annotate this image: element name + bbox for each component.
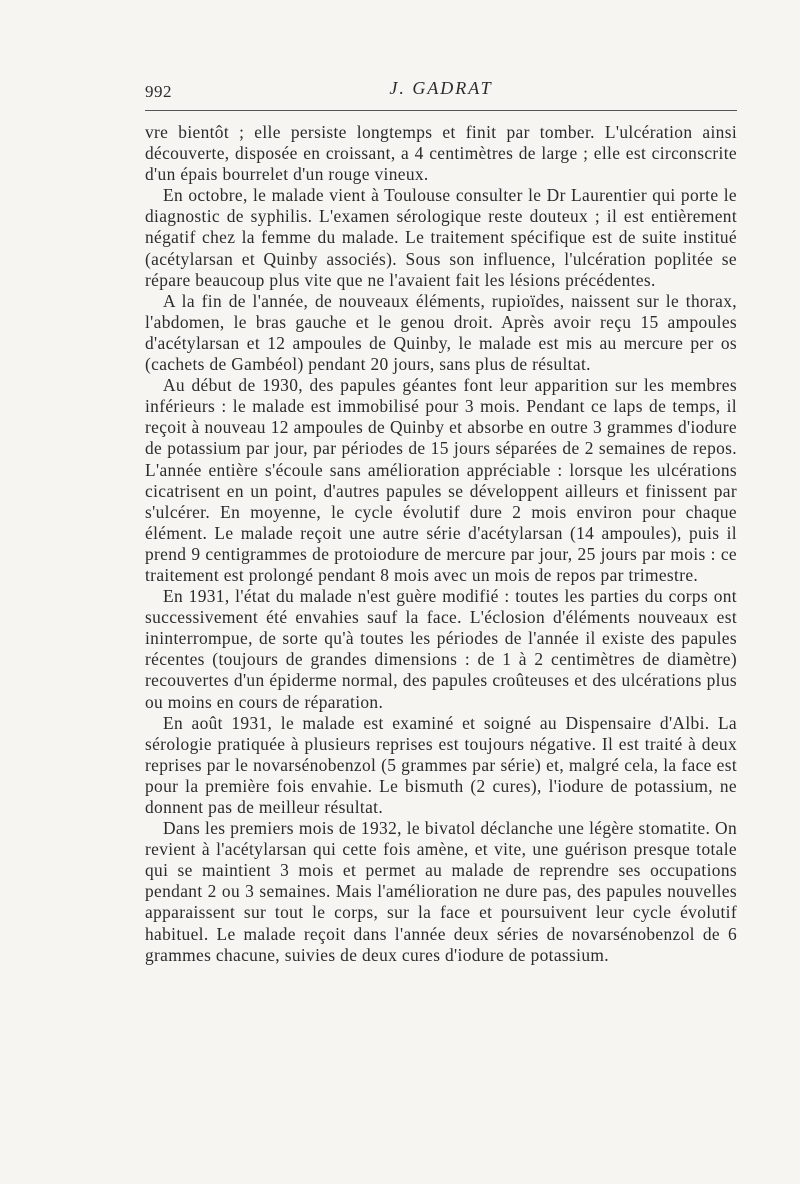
header-rule [145,110,737,111]
paragraph: vre bientôt ; elle persiste longtemps et finit par tomber. L'ulcération ainsi découverte, disposée en croissant, a 4 centimètres de large ; elle est circonscrite d'un épais bourrelet d'un rouge vineux. [145,122,737,185]
paragraph: Dans les premiers mois de 1932, le bivatol déclanche une légère stomatite. On revient à l'acétylarsan qui cette fois amène, et vite, une guérison presque totale qui se maintient 3 mois et permet au malade de reprendre ses occupations pendant 2 ou 3 semaines. Mais l'amélioration ne dure pas, des papules nouvelles apparaissent sur tout le corps, sur la face et poursuivent leur cycle évolutif habituel. Le malade reçoit dans l'année deux séries de novarsénobenzol de 6 grammes chacune, suivies de deux cures d'iodure de potassium. [145,818,737,965]
page-header [145,78,737,108]
paragraph: En 1931, l'état du malade n'est guère modifié : toutes les parties du corps ont successivement été envahies sauf la face. L'éclosion d'éléments nouveaux est ininterrompue, de sorte qu'à toutes les périodes de l'année il existe des papules récentes (toujours de grandes dimensions : de 1 à 2 centimètres de diamètre) recouvertes d'un épiderme normal, des papules croûteuses et des ulcérations plus ou moins en cours de réparation. [145,586,737,712]
running-head-author: J. GADRAT [389,78,493,98]
paragraph: A la fin de l'année, de nouveaux éléments, rupioïdes, naissent sur le thorax, l'abdomen, le bras gauche et le genou droit. Après avoir reçu 15 ampoules d'acétylarsan et 12 ampoules de Quinby, le malade est mis au mercure per os (cachets de Gambéol) pendant 20 jours, sans plus de résultat. [145,290,737,375]
page-number: 992 [145,82,172,101]
paragraph: En août 1931, le malade est examiné et soigné au Dispensaire d'Albi. La sérologie pratiquée à plusieurs reprises est toujours négative. Il est traité à deux reprises par le novarsénobenzol (5 grammes par série) et, malgré cela, la face est pour la première fois envahie. Le bismuth (2 cures), l'iodure de potassium, ne donnent pas de meilleur résultat. [145,712,737,817]
paragraph: Au début de 1930, des papules géantes font leur apparition sur les membres inférieurs : le malade est immobilisé pour 3 mois. Pendant ce laps de temps, il reçoit à nouveau 12 ampoules de Quinby et absorbe en outre 3 grammes d'iodure de potassium par jour, par périodes de 15 jours séparées de 2 semaines de repos. L'année entière s'écoule sans amélioration appréciable : lorsque les ulcérations cicatrisent en un point, d'autres papules se développent ailleurs et finissent par s'ulcérer. En moyenne, le cycle évolutif dure 2 mois environ pour chaque élément. Le malade reçoit une autre série d'acétylarsan (14 ampoules), puis il prend 9 centigrammes de protoiodure de mercure par jour, 25 jours par mois : ce traitement est prolongé pendant 8 mois avec un mois de repos par trimestre. [145,375,737,585]
paragraph: En octobre, le malade vient à Toulouse consulter le Dr Laurentier qui porte le diagnostic de syphilis. L'examen sérologique reste douteux ; il est entièrement négatif chez la femme du malade. Le traitement spécifique est de suite institué (acétylarsan et Quinby associés). Sous son influence, l'ulcération poplitée se répare beaucoup plus vite que ne l'avaient fait les lésions précédentes. [145,185,737,290]
body-text [145,122,737,966]
